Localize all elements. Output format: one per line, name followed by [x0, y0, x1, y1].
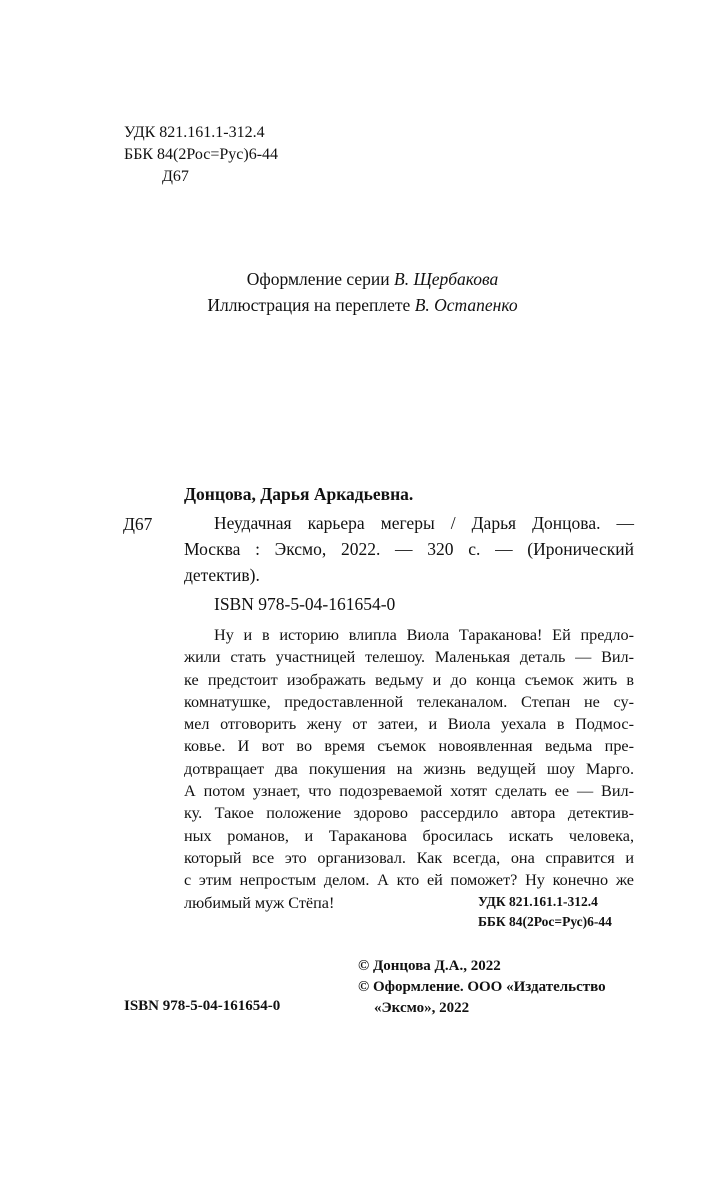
copyright-block: [358, 956, 606, 1019]
annotation-line: любимый муж Стёпа!: [184, 893, 335, 912]
biblio-line: Неудачная карьера мегеры / Дарья Донцова. —: [214, 513, 634, 533]
bbk-code-top: ББК 84(2Рос=Рус)6-44: [124, 146, 279, 163]
cover-illustration-person: В. Остапенко: [414, 295, 518, 315]
annotation-line: комнатушке, предоставленной телеканалом. Степан не су-: [184, 692, 634, 711]
series-design-person: В. Щербакова: [394, 269, 499, 289]
author-heading: Донцова, Дарья Аркадьевна.: [184, 484, 414, 504]
copyright-design-line-1: © Оформление. ООО «Издательство: [358, 979, 606, 995]
annotation-line: ных романов, и Тараканова бросилась искать человека,: [184, 826, 634, 845]
isbn-bottom: ISBN 978-5-04-161654-0: [124, 998, 281, 1014]
udk-code-bottom: УДК 821.161.1-312.4: [478, 894, 598, 909]
annotation-line: ку. Такое положение здорово рассердило автора детектив-: [184, 804, 634, 823]
isbn-entry: ISBN 978-5-04-161654-0: [214, 594, 396, 614]
annotation-line: мел отговорить жену от затеи, и Виола уехала в Подмос-: [184, 715, 634, 734]
series-design-credit: [0, 266, 715, 292]
annotation-line: ке предстоит изображать ведьму и до конца съемок жить в: [184, 670, 634, 689]
bibliographic-description: [184, 510, 634, 588]
cover-illustration-credit: [0, 292, 715, 318]
copyright-design-line-2: «Эксмо», 2022: [374, 1000, 470, 1016]
author-code-entry: Д67: [123, 514, 153, 534]
annotation: [184, 624, 634, 914]
annotation-line: с этим непростым делом. А кто ей поможет? Ну конечно же: [184, 871, 634, 890]
annotation-line: ковье. И вот во время съемок новоявленная ведьма пре-: [184, 737, 634, 756]
copyright-author: © Донцова Д.А., 2022: [358, 958, 501, 974]
biblio-line: Москва : Эксмо, 2022. — 320 с. — (Иронический: [184, 539, 634, 559]
classification-top: [124, 122, 278, 188]
annotation-line: жили стать участницей телешоу. Маленькая деталь — Вил-: [184, 648, 634, 667]
classification-bottom: [478, 892, 612, 932]
bbk-code-bottom: ББК 84(2Рос=Рус)6-44: [478, 914, 612, 929]
series-design-label: Оформление серии: [246, 269, 390, 289]
annotation-line: дотвращает два покушения на жизнь ведущей шоу Марго.: [184, 759, 634, 778]
annotation-line: который все это организовал. Как всегда, она справится и: [184, 848, 634, 867]
biblio-line: детектив).: [184, 565, 260, 585]
author-code-top: Д67: [162, 168, 189, 185]
cover-illustration-label: Иллюстрация на переплете: [207, 295, 411, 315]
udk-code-top: УДК 821.161.1-312.4: [124, 124, 265, 141]
annotation-line: Ну и в историю влипла Виола Тараканова! Ей предло-: [214, 626, 634, 644]
annotation-line: А потом узнает, что подозреваемой хотят сделать ее — Вил-: [184, 782, 634, 801]
credits: [0, 266, 715, 318]
